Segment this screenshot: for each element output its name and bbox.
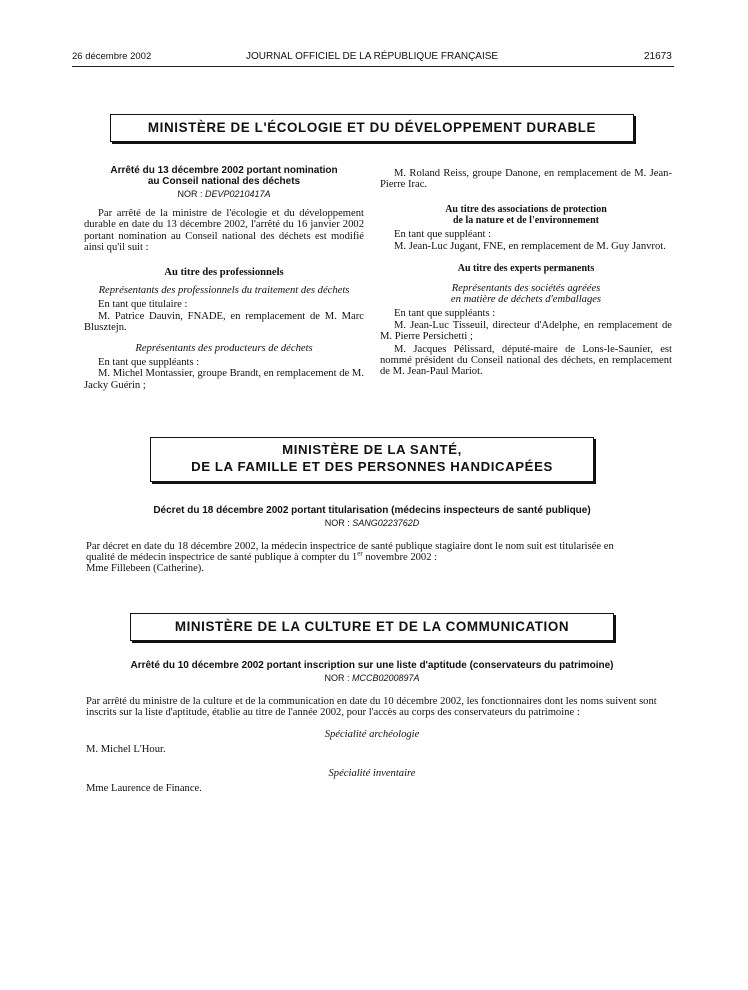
health-body-line2-sup: er bbox=[357, 549, 363, 558]
pelissard-entry: M. Jacques Pélissard, député-maire de Lons-le-Saunier, est nommé président du Conseil national des déchets, en remplacement de M. Jean-Paul Mariot. bbox=[380, 344, 672, 378]
professionals-heading: Au titre des professionnels bbox=[164, 267, 284, 279]
person-lhour: M. Michel L'Hour. bbox=[86, 744, 166, 755]
decree-intro: Par arrêté de la ministre de l'écologie et du développement durable en date du 13 décembre 2002, l'arrêté du 16 janvier 2002 portant nomination au Conseil national des déchets est modifié ainsi qu'il suit : bbox=[84, 208, 364, 253]
as-holder-label: En tant que titulaire : bbox=[98, 299, 188, 311]
decree-title-line2: au Conseil national des déchets bbox=[147, 176, 301, 187]
person-de-finance: Mme Laurence de Finance. bbox=[86, 783, 202, 794]
societies-line1: Représentants des sociétés agréées bbox=[451, 283, 601, 295]
culture-nor-label: NOR : bbox=[324, 673, 350, 683]
tisseuil-entry: M. Jean-Luc Tisseuil, directeur d'Adelphe, en remplacement de M. Pierre Persichetti ; bbox=[380, 319, 672, 342]
health-body-line1: Par décret en date du 18 décembre 2002, la médecin inspectrice de santé publique stagiaire dont le nom suit est titularisée en bbox=[86, 541, 614, 552]
producers-reps: Représentants des producteurs de déchets bbox=[135, 343, 313, 355]
specialty-inventory: Spécialité inventaire bbox=[328, 768, 416, 779]
culture-decree bbox=[72, 660, 672, 684]
jugant-entry: M. Jean-Luc Jugant, FNE, en remplacement de M. Guy Janvrot. bbox=[394, 240, 666, 252]
ecology-left-column bbox=[84, 165, 364, 391]
health-nor-label: NOR : bbox=[324, 518, 350, 528]
culture-nor-code: MCCB0200897A bbox=[351, 673, 420, 683]
culture-decree-title: Arrêté du 10 décembre 2002 portant inscription sur une liste d'aptitude (conservateurs du patrimoine) bbox=[130, 660, 614, 671]
montassier-entry: M. Michel Montassier, groupe Brandt, en remplacement de M. Jacky Guérin ; bbox=[84, 368, 364, 391]
associations-heading-line1: Au titre des associations de protection bbox=[445, 204, 607, 216]
ministry-culture-title: MINISTÈRE DE LA CULTURE ET DE LA COMMUNICATION bbox=[174, 619, 570, 634]
decree-title-line1: Arrêté du 13 décembre 2002 portant nomination bbox=[110, 165, 338, 176]
dauvin-entry: M. Patrice Dauvin, FNADE, en remplacement de M. Marc Blusztejn. bbox=[84, 310, 364, 333]
culture-decree-body bbox=[86, 696, 676, 718]
health-nor-code: SANG0223762D bbox=[352, 518, 420, 528]
culture-body-line2: inscrits sur la liste d'aptitude, établie au titre de l'année 2002, pour l'accès au corps des conservateurs du patrimoine : bbox=[86, 707, 580, 719]
health-body-line2 bbox=[86, 549, 676, 564]
health-decree bbox=[72, 505, 672, 529]
health-body-line2-text: qualité de médecin inspectrice de santé publique à compter du 1 bbox=[86, 552, 358, 564]
health-person: Mme Fillebeen (Catherine). bbox=[86, 563, 204, 575]
nor-reference bbox=[84, 189, 364, 200]
health-decree-body bbox=[86, 541, 676, 575]
header-date: 26 décembre 2002 bbox=[72, 51, 152, 62]
header-rule bbox=[72, 66, 674, 67]
page-number: 21673 bbox=[644, 51, 672, 62]
ministry-health-line1: MINISTÈRE DE LA SANTÉ, bbox=[282, 442, 462, 457]
culture-nor bbox=[72, 673, 672, 684]
ministry-health-box bbox=[150, 437, 594, 482]
societies-line2: en matière de déchets d'emballages bbox=[450, 294, 602, 306]
ministry-health-line2: DE LA FAMILLE ET DES PERSONNES HANDICAPÉES bbox=[191, 459, 553, 474]
ecology-right-column bbox=[380, 168, 672, 378]
experts-heading: Au titre des experts permanents bbox=[457, 262, 595, 274]
reiss-entry: M. Roland Reiss, groupe Danone, en remplacement de M. Jean-Pierre Irac. bbox=[380, 168, 672, 191]
ministry-culture-box bbox=[130, 613, 614, 641]
health-decree-title: Décret du 18 décembre 2002 portant titularisation (médecins inspecteurs de santé publique) bbox=[153, 505, 591, 516]
nor-code: DEVP0210417A bbox=[204, 189, 271, 199]
ministry-ecology-title: MINISTÈRE DE L'ÉCOLOGIE ET DU DÉVELOPPEMENT DURABLE bbox=[147, 120, 597, 135]
as-alternates-label: En tant que suppléants : bbox=[98, 357, 200, 369]
ministry-ecology-box bbox=[110, 114, 634, 142]
specialty-archaeology: Spécialité archéologie bbox=[324, 729, 420, 740]
nor-label: NOR : bbox=[177, 189, 203, 199]
culture-body-line1: Par arrêté du ministre de la culture et de la communication en date du 10 décembre 2002, les fonctionnaires dont les noms suivent sont bbox=[86, 696, 657, 707]
associations-heading-line2: de la nature et de l'environnement bbox=[452, 215, 599, 227]
as-alternate-label: En tant que suppléant : bbox=[394, 229, 492, 241]
as-alternates-label-2: En tant que suppléants : bbox=[394, 308, 496, 320]
health-nor bbox=[72, 518, 672, 529]
waste-treatment-reps: Représentants des professionnels du traitement des déchets bbox=[98, 285, 350, 297]
health-body-line2-end: novembre 2002 : bbox=[362, 552, 438, 564]
journal-title: JOURNAL OFFICIEL DE LA RÉPUBLIQUE FRANÇAISE bbox=[246, 51, 499, 62]
